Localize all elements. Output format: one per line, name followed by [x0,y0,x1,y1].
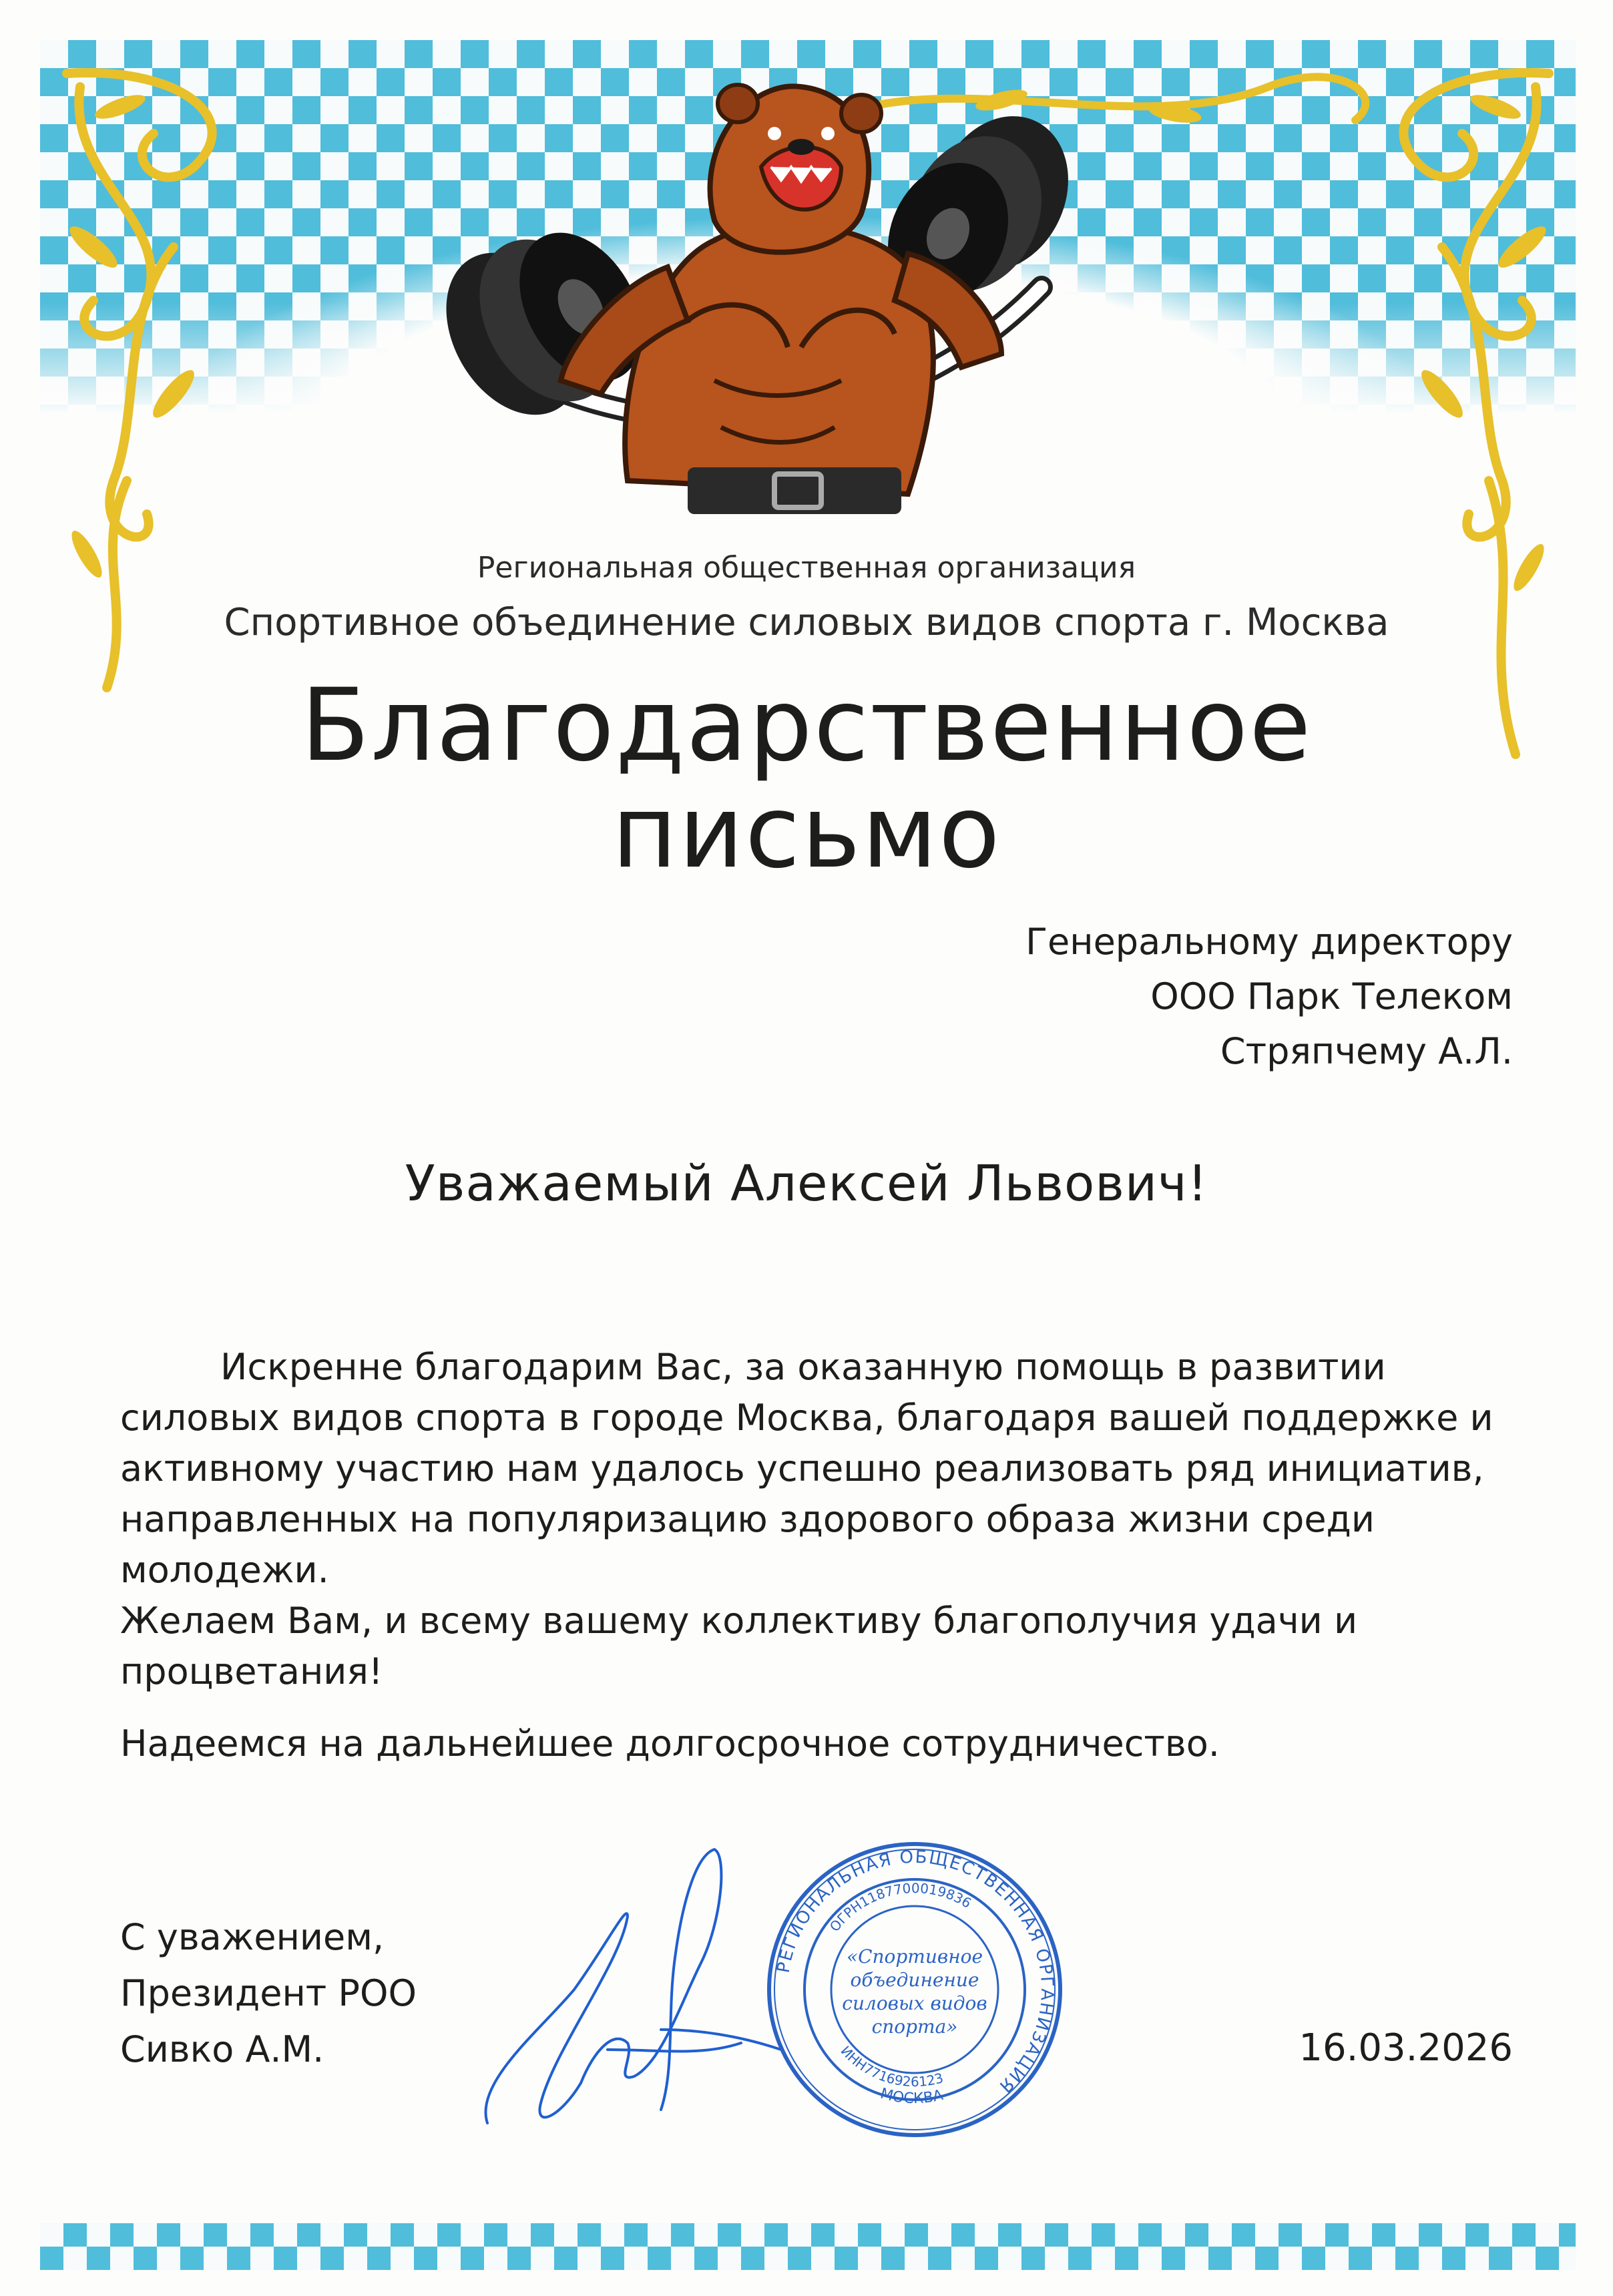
stamp-center-line1: «Спортивное [846,1945,983,1968]
organization-stamp [761,1836,1068,2143]
addressee-name: Стряпчему А.Л. [1220,1030,1513,1072]
stamp-city: МОСКВА [878,2085,945,2108]
body-paragraph-1: Искренне благодарим Вас, за оказанную помощь в развитии силовых видов спорта в городе Москва, благодаря вашей поддержке и активному участию нам удалось успешно реализовать ряд инициатив, направленных на популяризацию здорового образа жизни среди молодежи. [120,1346,1493,1591]
stamp-ogrn: ОГРН1187700019836 [826,1879,975,1935]
organization-name: Спортивное объединение силовых видов спорта г. Москва [224,601,1389,644]
letter-date: 16.03.2026 [1299,2026,1513,2070]
stamp-center-line4: спорта» [871,2016,958,2038]
stamp-outer-text: РЕГИОНАЛЬНАЯ ОБЩЕСТВЕННАЯ ОРГАНИЗАЦИЯ [773,1847,1058,2097]
signature-regards: С уважением, [120,1916,385,1958]
stamp-center-line2: объединение [850,1969,979,1991]
stamp-inn: ИНН7716926123 [837,2042,945,2090]
document-title-line2: письмо [612,774,1001,891]
signatory-name: Сивко А.М. [120,2028,324,2070]
bear-barbell-illustration [401,67,1135,547]
closing-line: Надеемся на дальнейшее долгосрочное сотрудничество. [120,1723,1220,1765]
letter-body [120,1342,1536,1697]
body-paragraph-2: Желаем Вам, и всему вашему коллективу благополучия удачи и процветания! [120,1600,1358,1692]
handwritten-signature-icon [461,1829,808,2150]
organization-type: Региональная общественная организация [477,551,1136,585]
stamp-center-line3: силовых видов [842,1992,987,2014]
signature-block [120,1909,417,2078]
addressee-block [578,915,1513,1079]
bottom-diamond-pattern [40,2223,1576,2270]
addressee-company: ООО Парк Телеком [1150,975,1513,1017]
greeting: Уважаемый Алексей Львович! [405,1155,1208,1212]
document-title-line1: Благодарственное [300,668,1313,784]
signatory-position: Президент РОО [120,1972,417,2014]
addressee-position: Генеральному директору [1025,921,1513,963]
